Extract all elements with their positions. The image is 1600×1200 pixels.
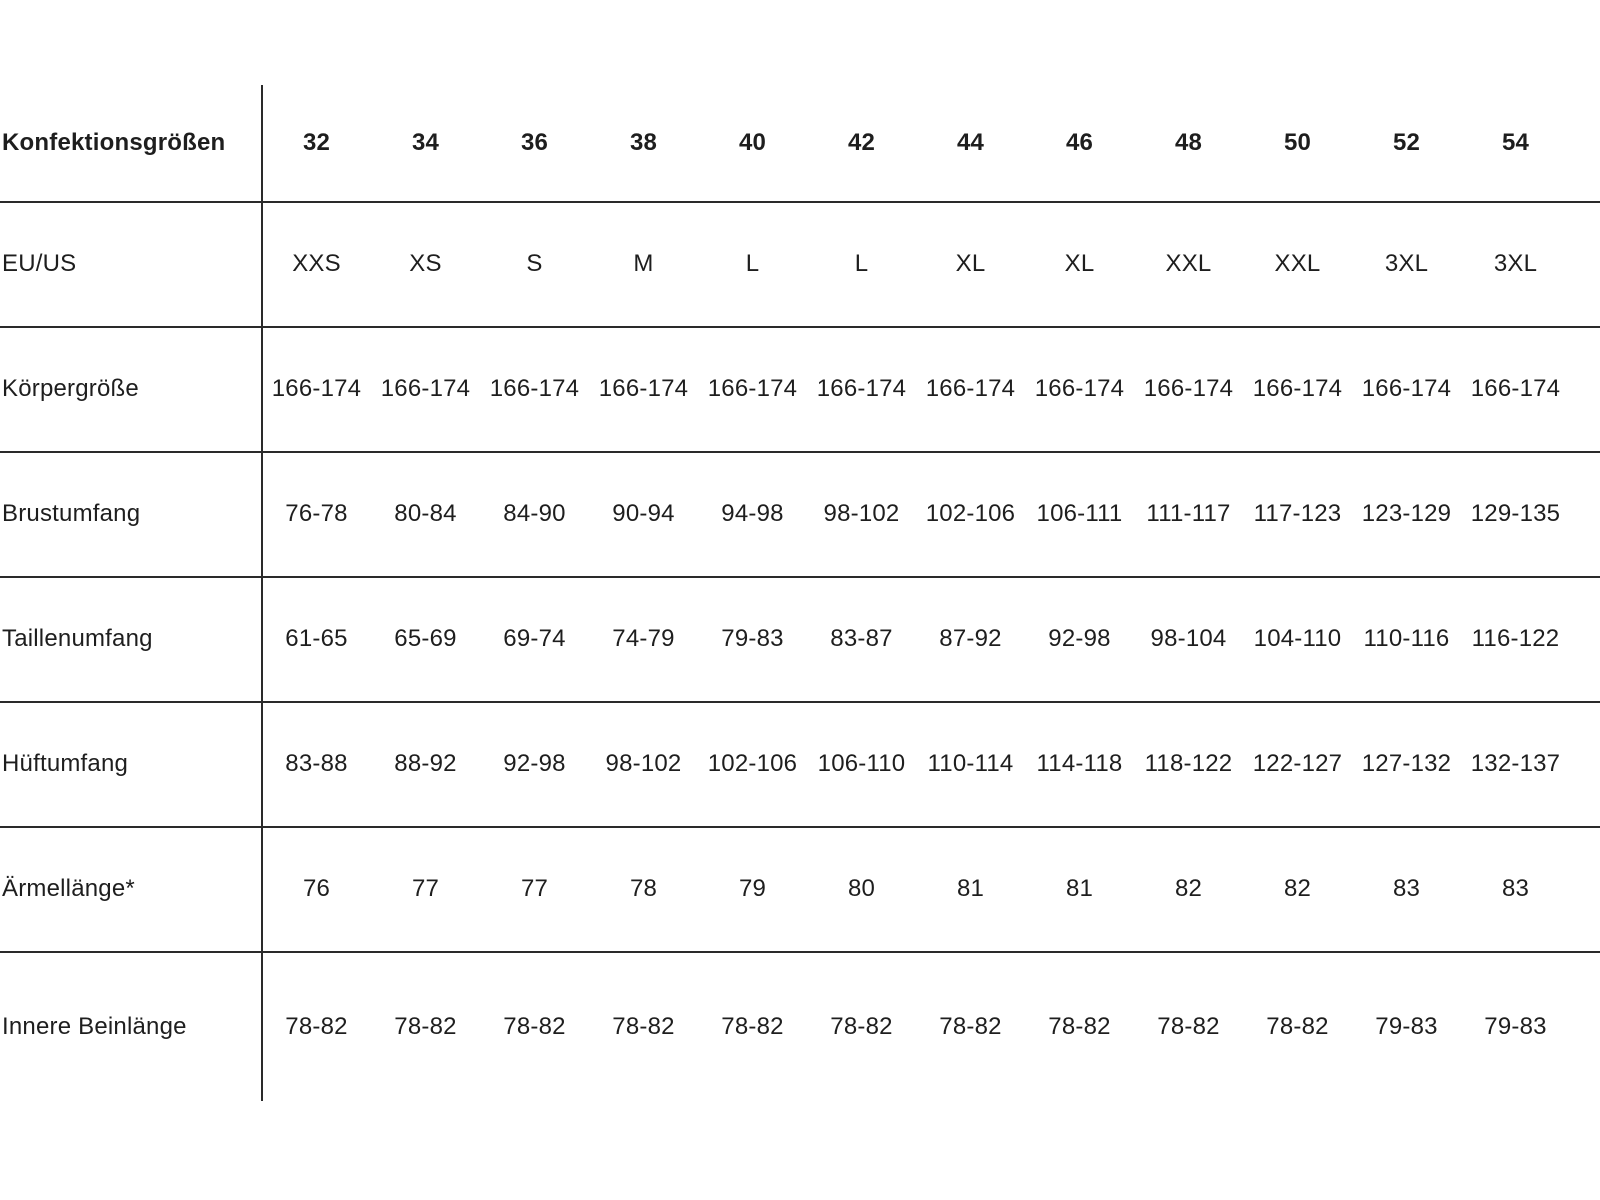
value-cell: 110-116 — [1363, 625, 1450, 653]
header-size-cell: 40 — [738, 128, 767, 156]
value-cell: XL — [1064, 250, 1095, 278]
size-table-body — [0, 203, 1600, 1101]
value-cell: 78-82 — [830, 1012, 893, 1040]
value-cell: 78-82 — [394, 1012, 457, 1040]
header-size-cell: 48 — [1174, 128, 1203, 156]
value-cell: M — [633, 250, 654, 278]
value-cell: 92-98 — [1048, 625, 1111, 653]
value-cell: XL — [955, 250, 986, 278]
value-cell: 61-65 — [285, 625, 348, 653]
value-cell: 166-174 — [816, 375, 907, 403]
value-cell: 88-92 — [394, 750, 457, 778]
value-cell: 104-110 — [1253, 625, 1342, 653]
value-cell: 118-122 — [1144, 750, 1233, 778]
value-cell: 78 — [629, 875, 658, 903]
value-cell: 127-132 — [1361, 750, 1452, 778]
value-cell: 78-82 — [1266, 1012, 1329, 1040]
row-label: Körpergröße — [2, 375, 139, 403]
value-cell: 114-118 — [1036, 750, 1123, 778]
value-cell: 3XL — [1384, 250, 1429, 278]
header-size-cell: 46 — [1065, 128, 1094, 156]
value-cell: 83 — [1392, 875, 1421, 903]
value-cell: 83-88 — [285, 750, 348, 778]
value-cell: 65-69 — [394, 625, 457, 653]
value-cell: 98-102 — [823, 500, 900, 528]
value-cell: 69-74 — [503, 625, 566, 653]
row-label: Brustumfang — [2, 500, 141, 528]
value-cell: 102-106 — [707, 750, 798, 778]
value-cell: 166-174 — [1034, 375, 1125, 403]
value-cell: 78-82 — [1157, 1012, 1220, 1040]
value-cell: 84-90 — [503, 500, 566, 528]
value-cell: 106-110 — [817, 750, 906, 778]
column-divider-line — [261, 85, 263, 1101]
value-cell: 111-117 — [1146, 500, 1231, 528]
value-cell: XXS — [292, 250, 341, 278]
value-cell: 79-83 — [721, 625, 784, 653]
row-label: Hüftumfang — [2, 750, 129, 778]
table-row — [0, 328, 1600, 453]
value-cell: 102-106 — [925, 500, 1016, 528]
value-cell: XXL — [1274, 250, 1321, 278]
header-size-cell: 50 — [1283, 128, 1312, 156]
value-cell: XS — [409, 250, 442, 278]
value-cell: 79-83 — [1375, 1012, 1438, 1040]
value-cell: 166-174 — [380, 375, 471, 403]
value-cell: 80-84 — [394, 500, 457, 528]
value-cell: 78-82 — [503, 1012, 566, 1040]
header-label: Konfektionsgrößen — [2, 128, 226, 156]
row-label: EU/US — [2, 250, 77, 278]
value-cell: 129-135 — [1470, 500, 1561, 528]
value-cell: L — [745, 250, 760, 278]
value-cell: 78-82 — [285, 1012, 348, 1040]
size-chart-table — [0, 85, 1600, 1101]
value-cell: 98-102 — [605, 750, 682, 778]
value-cell: 110-114 — [927, 750, 1014, 778]
header-size-cell: 42 — [847, 128, 876, 156]
value-cell: 78-82 — [939, 1012, 1002, 1040]
value-cell: 79-83 — [1484, 1012, 1547, 1040]
value-cell: 3XL — [1493, 250, 1538, 278]
value-cell: 81 — [956, 875, 985, 903]
value-cell: 78-82 — [612, 1012, 675, 1040]
value-cell: 117-123 — [1253, 500, 1342, 528]
value-cell: 166-174 — [1361, 375, 1452, 403]
value-cell: XXL — [1165, 250, 1212, 278]
value-cell: 166-174 — [707, 375, 798, 403]
value-cell: 80 — [847, 875, 876, 903]
header-size-cell: 36 — [520, 128, 549, 156]
value-cell: 94-98 — [721, 500, 784, 528]
value-cell: 90-94 — [612, 500, 675, 528]
value-cell: 87-92 — [939, 625, 1002, 653]
value-cell: 166-174 — [489, 375, 580, 403]
value-cell: 166-174 — [271, 375, 362, 403]
value-cell: 123-129 — [1361, 500, 1452, 528]
value-cell: 116-122 — [1471, 625, 1560, 653]
header-size-cell: 44 — [956, 128, 985, 156]
value-cell: 166-174 — [1143, 375, 1234, 403]
table-row — [0, 953, 1600, 1101]
row-label: Innere Beinlänge — [2, 1012, 187, 1040]
header-size-cell: 32 — [302, 128, 331, 156]
value-cell: 122-127 — [1252, 750, 1343, 778]
value-cell: 77 — [411, 875, 440, 903]
value-cell: S — [526, 250, 543, 278]
value-cell: 132-137 — [1470, 750, 1561, 778]
value-cell: 166-174 — [1470, 375, 1561, 403]
table-row — [0, 203, 1600, 328]
header-row — [0, 85, 1600, 203]
table-row — [0, 703, 1600, 828]
table-row — [0, 578, 1600, 703]
value-cell: 92-98 — [503, 750, 566, 778]
table-row — [0, 453, 1600, 578]
value-cell: 166-174 — [1252, 375, 1343, 403]
header-size-cell: 38 — [629, 128, 658, 156]
table-row — [0, 828, 1600, 953]
value-cell: 81 — [1065, 875, 1094, 903]
header-size-cell: 54 — [1501, 128, 1530, 156]
value-cell: 74-79 — [612, 625, 675, 653]
value-cell: 82 — [1283, 875, 1312, 903]
value-cell: 166-174 — [925, 375, 1016, 403]
value-cell: 83 — [1501, 875, 1530, 903]
header-size-cell: 34 — [411, 128, 440, 156]
value-cell: 76-78 — [285, 500, 348, 528]
value-cell: 166-174 — [598, 375, 689, 403]
value-cell: 82 — [1174, 875, 1203, 903]
value-cell: 77 — [520, 875, 549, 903]
value-cell: 98-104 — [1150, 625, 1227, 653]
row-label: Taillenumfang — [2, 625, 153, 653]
value-cell: 76 — [302, 875, 331, 903]
header-size-cell: 52 — [1392, 128, 1421, 156]
row-label: Ärmellänge* — [2, 875, 135, 903]
value-cell: 106-111 — [1036, 500, 1123, 528]
value-cell: 83-87 — [830, 625, 893, 653]
value-cell: 79 — [738, 875, 767, 903]
value-cell: 78-82 — [1048, 1012, 1111, 1040]
value-cell: L — [854, 250, 869, 278]
value-cell: 78-82 — [721, 1012, 784, 1040]
